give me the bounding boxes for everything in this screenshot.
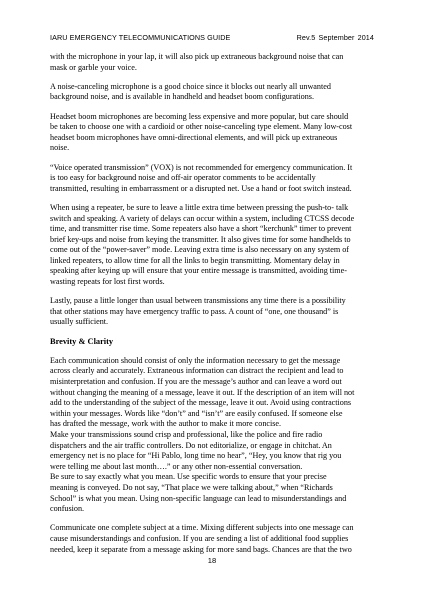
- text-line: with the microphone in your lap, it will also pick up extraneous background noise that can: [50, 52, 344, 61]
- text-line: Be sure to say exactly what you mean. Use specific words to ensure that your precise: [50, 472, 327, 482]
- header-revision: Rev.5 September 2014: [296, 33, 374, 42]
- text-line: A noise-canceling microphone is a good choice since it blocks out nearly all unwanted: [50, 81, 331, 91]
- paragraph: [50, 163, 380, 195]
- page-body: [50, 52, 380, 564]
- text-line: noise.: [50, 143, 70, 153]
- text-line: “Voice operated transmission” (VOX) is not recommended for emergency communication. It: [50, 162, 353, 172]
- text-line: When using a repeater, be sure to leave a little extra time between pressing the push-to- talk: [50, 202, 349, 212]
- text-line: mask or garble your voice.: [50, 62, 137, 72]
- text-line: transmitted, resulting in embarrassment or a disrupted net. Use a hand or foot switch instead.: [50, 183, 352, 193]
- text-line: emergency net is no place for “Hi Pablo, long time no hear”, “Hey, you know that rig you: [50, 451, 342, 461]
- text-line: Make your transmissions sound crisp and professional, like the police and fire radio: [50, 429, 323, 439]
- text-line: within your messages. Words like “don’t” and “isn’t” are easily confused. If someone else: [50, 408, 343, 418]
- text-line: be taken to choose one with a cardioid or other noise-canceling type element. Many low-cost: [50, 122, 353, 132]
- text-line: has drafted the message, work with the author to make it more concise.: [50, 419, 282, 429]
- page-number: 18: [207, 556, 217, 565]
- text-line: dispatchers and the air traffic controllers. Do not editorialize, or engage in chitchat. An: [50, 440, 332, 450]
- text-line: background noise, and is available in handheld and headset boom configurations.: [50, 92, 314, 102]
- paragraph: [50, 356, 380, 515]
- section-heading: Brevity & Clarity: [50, 336, 114, 346]
- paragraph-group-brevity: [50, 356, 380, 555]
- text-line: switch and speaking. A variety of delays can occur within a system, including CTCSS decode: [50, 213, 355, 223]
- text-line: Headset boom microphones are becoming less expensive and more popular, but care should: [50, 111, 349, 121]
- text-line: Each communication should consist of only the information necessary to get the message: [50, 355, 341, 365]
- paragraph: [50, 52, 380, 73]
- text-line: Communicate one complete subject at a time. Mixing different subjects into one message can: [50, 523, 354, 533]
- paragraph: [50, 523, 380, 555]
- header-title: IARU EMERGENCY TELECOMMUNICATIONS GUIDE: [50, 33, 231, 42]
- text-line: come out of the “power-saver” mode. Leaving extra time is also necessary on any system of: [50, 245, 350, 255]
- text-line: needed, keep it separate from a message asking for more sand bags. Chances are that the two: [50, 544, 352, 554]
- text-line: linked repeaters, to allow time for all the links to begin transmitting. Momentary delay in: [50, 255, 340, 265]
- paragraph: [50, 82, 380, 103]
- text-line: time, and transmitter rise time. Some repeaters also have a short “kerchunk” timer to prevent: [50, 224, 352, 234]
- text-line: meaning is conveyed. Do not say, “That place we were talking about,” when “Richards: [50, 482, 333, 492]
- text-line: Lastly, pause a little longer than usual between transmissions any time there is a possibility: [50, 296, 346, 306]
- text-line: add to the understanding of the subject of the message, leave it out. Avoid using contractions: [50, 398, 352, 408]
- page-header: [50, 33, 374, 42]
- paragraph-group-intro: [50, 52, 380, 328]
- text-line: usually sufficient.: [50, 317, 109, 327]
- text-line: that other stations may have emergency traffic to pass. A count of “one, one thousand” is: [50, 306, 339, 316]
- text-line: speaking after keying up will ensure that your entire message is transmitted, avoiding time-: [50, 266, 347, 276]
- paragraph: [50, 203, 380, 288]
- text-line: misinterpretation and confusion. If you are the message’s author and can leave a word out: [50, 377, 342, 386]
- text-line: School” is what you mean. Using non-specific language can lead to misunderstandings and: [50, 493, 347, 503]
- text-line: across clearly and accurately. Extraneous information can distract the recipient and lead to: [50, 366, 344, 376]
- text-line: cause misunderstandings and confusion. If you are sending a list of additional food supplies: [50, 533, 349, 543]
- paragraph: [50, 112, 380, 154]
- text-line: without changing the meaning of a message, leave it out. If the description of an item will not: [50, 387, 355, 397]
- text-line: is too easy for background noise and off-air operator comments to be accidentally: [50, 173, 316, 183]
- text-line: brief key-ups and noise from keying the transmitter. It also gives time for some handhelds to: [50, 234, 351, 244]
- paragraph: [50, 296, 380, 328]
- text-line: wasting repeats for lost first words.: [50, 277, 165, 287]
- text-line: confusion.: [50, 504, 85, 514]
- text-line: were telling me about last month….” or any other non-essential conversation.: [50, 461, 303, 471]
- text-line: headset boom microphones have omni-directional elements, and will pick up extraneous: [50, 132, 338, 142]
